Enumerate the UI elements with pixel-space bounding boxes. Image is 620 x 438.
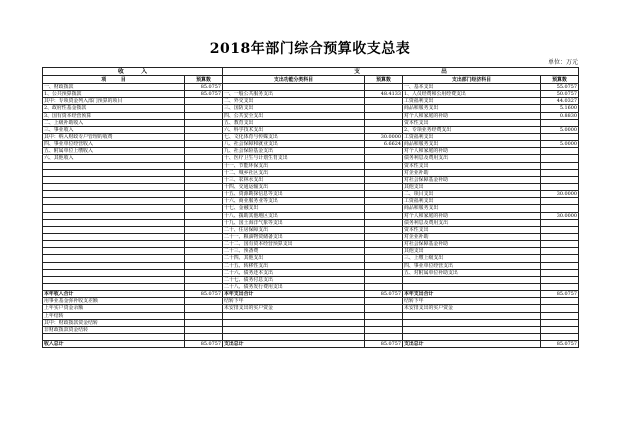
income-item-cell bbox=[43, 169, 185, 176]
econ-subject-cell: 二、项目支出 bbox=[403, 191, 541, 198]
table-row bbox=[43, 105, 579, 112]
income-item-cell: 收入总计 bbox=[43, 341, 185, 348]
func-subject-cell: 十三、农林水支出 bbox=[223, 176, 365, 183]
func-subject-header: 支出功能分类科目 bbox=[223, 76, 365, 84]
func-subject-cell: 十四、交通运输支出 bbox=[223, 183, 365, 190]
table-row bbox=[43, 191, 579, 198]
income-item-cell: 3、国有资本经营预算 bbox=[43, 112, 185, 119]
econ-budget-cell bbox=[541, 248, 579, 255]
econ-budget-cell bbox=[541, 148, 579, 155]
income-item-cell: 其中：纳入财政专户管理的收费 bbox=[43, 133, 185, 140]
econ-budget-cell bbox=[541, 276, 579, 283]
econ-subject-cell: 三、上缴上级支出 bbox=[403, 255, 541, 262]
econ-budget-cell: 5.0000 bbox=[541, 126, 579, 133]
func-budget-cell bbox=[365, 126, 403, 133]
func-budget-cell bbox=[365, 255, 403, 262]
func-budget-cell bbox=[365, 169, 403, 176]
func-subject-cell: 十九、国土海洋气象等支出 bbox=[223, 219, 365, 226]
func-subject-cell: 五、教育支出 bbox=[223, 119, 365, 126]
econ-subject-cell: 债务利息及费用支出 bbox=[403, 155, 541, 162]
econ-budget-cell: 50.0757 bbox=[541, 91, 579, 98]
func-budget-cell bbox=[365, 191, 403, 198]
econ-subject-cell: 资本性支出 bbox=[403, 226, 541, 233]
income-budget-cell bbox=[185, 205, 223, 212]
income-budget-cell bbox=[185, 226, 223, 233]
func-subject-cell bbox=[223, 326, 365, 333]
econ-subject-cell: 结转下年 bbox=[403, 298, 541, 305]
econ-subject-cell: 商品和服务支出 bbox=[403, 141, 541, 148]
income-item-cell bbox=[43, 233, 185, 240]
income-item-cell: 四、事业单位经营收入 bbox=[43, 141, 185, 148]
func-subject-cell: 未安排支出的实户资金 bbox=[223, 305, 365, 312]
func-budget-cell bbox=[365, 205, 403, 212]
income-budget-cell: 85.0757 bbox=[185, 84, 223, 91]
econ-budget-cell bbox=[541, 326, 579, 333]
econ-budget-cell bbox=[541, 298, 579, 305]
table-row bbox=[43, 91, 579, 98]
econ-budget-cell: 5.1600 bbox=[541, 105, 579, 112]
income-budget-cell bbox=[185, 212, 223, 219]
table-row bbox=[43, 112, 579, 119]
table-row bbox=[43, 155, 579, 162]
income-item-cell bbox=[43, 276, 185, 283]
func-budget-cell bbox=[365, 319, 403, 326]
econ-subject-cell: 对社会保障基金补助 bbox=[403, 176, 541, 183]
income-budget-cell bbox=[185, 148, 223, 155]
income-item-cell: 本年收入合计 bbox=[43, 291, 185, 298]
func-budget-cell bbox=[365, 84, 403, 91]
func-budget-cell bbox=[365, 155, 403, 162]
table-row bbox=[43, 305, 579, 312]
econ-subject-cell: 2、专项业务经费支出 bbox=[403, 126, 541, 133]
econ-subject-cell: 其他支出 bbox=[403, 248, 541, 255]
econ-subject-cell: 商品和服务支出 bbox=[403, 205, 541, 212]
econ-subject-cell: 资本性支出 bbox=[403, 119, 541, 126]
income-budget-cell bbox=[185, 119, 223, 126]
budget-summary-table bbox=[42, 67, 579, 348]
econ-subject-cell: 未安排支出的实户资金 bbox=[403, 305, 541, 312]
item-header: 项 目 bbox=[43, 76, 185, 84]
table-row bbox=[43, 205, 579, 212]
income-item-cell: 用事业基金弥补收支差额 bbox=[43, 298, 185, 305]
income-item-cell: 其中：财政拨款资金结转 bbox=[43, 319, 185, 326]
income-item-cell: 1、公共预算拨款 bbox=[43, 91, 185, 98]
income-item-cell: 一、财政拨款 bbox=[43, 84, 185, 91]
table-row bbox=[43, 84, 579, 91]
econ-budget-cell bbox=[541, 198, 579, 205]
func-budget-cell bbox=[365, 269, 403, 276]
table-row bbox=[43, 119, 579, 126]
func-budget-cell bbox=[365, 212, 403, 219]
func-subject-cell bbox=[223, 84, 365, 91]
func-budget-cell bbox=[365, 162, 403, 169]
income-budget-cell bbox=[185, 262, 223, 269]
func-subject-cell: 二十七、债务付息支出 bbox=[223, 276, 365, 283]
income-item-cell bbox=[43, 333, 185, 340]
econ-subject-cell bbox=[403, 319, 541, 326]
income-item-cell: 非财政拨款资金结转 bbox=[43, 326, 185, 333]
table-row bbox=[43, 98, 579, 105]
func-budget-cell: 85.0757 bbox=[365, 291, 403, 298]
econ-subject-cell: 支出总计 bbox=[403, 341, 541, 348]
income-item-cell: 2、政府性基金拨款 bbox=[43, 105, 185, 112]
table-row bbox=[43, 162, 579, 169]
table-row bbox=[43, 133, 579, 140]
income-item-cell: 上年结转 bbox=[43, 312, 185, 319]
table-row bbox=[43, 126, 579, 133]
func-subject-cell bbox=[223, 312, 365, 319]
income-budget-cell bbox=[185, 333, 223, 340]
income-budget-cell bbox=[185, 191, 223, 198]
page-title: 2018年部门综合预算收支总表 bbox=[209, 41, 411, 57]
econ-subject-cell: 1、人员经费和公用经费支出 bbox=[403, 91, 541, 98]
func-subject-cell: 十、医疗卫生与计划生育支出 bbox=[223, 155, 365, 162]
income-item-cell bbox=[43, 219, 185, 226]
func-budget-cell bbox=[365, 219, 403, 226]
func-budget-cell bbox=[365, 248, 403, 255]
income-item-cell bbox=[43, 191, 185, 198]
econ-budget-cell bbox=[541, 183, 579, 190]
income-item-cell: 六、其他收入 bbox=[43, 155, 185, 162]
econ-budget-cell: 44.0327 bbox=[541, 98, 579, 105]
income-item-cell bbox=[43, 205, 185, 212]
func-subject-cell bbox=[223, 333, 365, 340]
func-subject-cell: 二、外交支出 bbox=[223, 98, 365, 105]
econ-budget-cell bbox=[541, 205, 579, 212]
econ-subject-cell: 商品和服务支出 bbox=[403, 105, 541, 112]
income-item-cell: 二、上级补助收入 bbox=[43, 119, 185, 126]
table-row bbox=[43, 241, 579, 248]
func-subject-cell: 结转下年 bbox=[223, 298, 365, 305]
func-budget-cell bbox=[365, 198, 403, 205]
header-row-1 bbox=[43, 68, 579, 76]
income-item-cell bbox=[43, 198, 185, 205]
table-row bbox=[43, 233, 579, 240]
func-subject-cell: 二十八、债务发行费用支出 bbox=[223, 283, 365, 290]
func-budget-cell bbox=[365, 176, 403, 183]
func-subject-cell bbox=[223, 319, 365, 326]
econ-budget-cell bbox=[541, 119, 579, 126]
econ-budget-cell bbox=[541, 262, 579, 269]
table-row bbox=[43, 312, 579, 319]
func-subject-cell: 二十、住房保障支出 bbox=[223, 226, 365, 233]
expense-header: 支 出 bbox=[223, 68, 579, 76]
econ-subject-cell: 一、基本支出 bbox=[403, 84, 541, 91]
table-row bbox=[43, 148, 579, 155]
func-budget-cell: 30.0000 bbox=[365, 133, 403, 140]
income-budget-cell bbox=[185, 176, 223, 183]
econ-subject-cell: 债务利息及费用支出 bbox=[403, 219, 541, 226]
econ-budget-cell bbox=[541, 219, 579, 226]
func-budget-cell: 6.6624 bbox=[365, 141, 403, 148]
func-subject-cell: 二十一、粮油物资储备支出 bbox=[223, 233, 365, 240]
econ-subject-cell: 对个人和家庭的补助 bbox=[403, 112, 541, 119]
econ-budget-cell: 85.0757 bbox=[541, 341, 579, 348]
income-budget-cell bbox=[185, 169, 223, 176]
econ-subject-cell: 对企业补助 bbox=[403, 233, 541, 240]
econ-subject-cell bbox=[403, 283, 541, 290]
func-subject-cell: 一、一般公共服务支出 bbox=[223, 91, 365, 98]
income-item-cell bbox=[43, 176, 185, 183]
econ-subject-cell: 本年支出合计 bbox=[403, 291, 541, 298]
func-budget-cell: 48.4133 bbox=[365, 91, 403, 98]
income-budget-cell bbox=[185, 241, 223, 248]
table-row bbox=[43, 326, 579, 333]
econ-budget-header: 预算数 bbox=[541, 76, 579, 84]
func-budget-cell bbox=[365, 226, 403, 233]
econ-budget-cell bbox=[541, 283, 579, 290]
income-budget-cell bbox=[185, 326, 223, 333]
income-item-cell bbox=[43, 183, 185, 190]
func-budget-header: 预算数 bbox=[365, 76, 403, 84]
econ-budget-cell bbox=[541, 226, 579, 233]
func-budget-cell bbox=[365, 298, 403, 305]
income-header: 收 入 bbox=[43, 68, 223, 76]
table-row bbox=[43, 269, 579, 276]
func-budget-cell bbox=[365, 112, 403, 119]
income-budget-cell bbox=[185, 276, 223, 283]
income-budget-cell bbox=[185, 133, 223, 140]
income-budget-cell bbox=[185, 233, 223, 240]
func-subject-cell: 二十五、转移性支出 bbox=[223, 262, 365, 269]
func-budget-cell bbox=[365, 98, 403, 105]
func-budget-cell: 85.0757 bbox=[365, 341, 403, 348]
func-subject-cell: 八、社会保障和就业支出 bbox=[223, 141, 365, 148]
func-budget-cell bbox=[365, 233, 403, 240]
table-row bbox=[43, 169, 579, 176]
econ-budget-cell bbox=[541, 255, 579, 262]
header-row-2 bbox=[43, 76, 579, 84]
econ-subject-header: 支出部门经济科目 bbox=[403, 76, 541, 84]
econ-subject-cell: 对个人和家庭的补助 bbox=[403, 212, 541, 219]
income-budget-cell bbox=[185, 155, 223, 162]
income-budget-cell: 85.0757 bbox=[185, 291, 223, 298]
table-row bbox=[43, 176, 579, 183]
income-budget-cell bbox=[185, 126, 223, 133]
income-budget-cell bbox=[185, 312, 223, 319]
income-budget-cell bbox=[185, 105, 223, 112]
func-subject-cell: 二十三、预备费 bbox=[223, 248, 365, 255]
table-row bbox=[43, 255, 579, 262]
table-row bbox=[43, 291, 579, 298]
income-budget-cell bbox=[185, 98, 223, 105]
func-subject-cell: 十七、金融支出 bbox=[223, 205, 365, 212]
econ-budget-cell: 5.0000 bbox=[541, 141, 579, 148]
econ-subject-cell: 其他支出 bbox=[403, 183, 541, 190]
income-budget-cell bbox=[185, 319, 223, 326]
income-item-cell bbox=[43, 162, 185, 169]
func-subject-cell: 二十四、其他支出 bbox=[223, 255, 365, 262]
econ-budget-cell bbox=[541, 319, 579, 326]
func-budget-cell bbox=[365, 105, 403, 112]
func-budget-cell bbox=[365, 119, 403, 126]
func-subject-cell: 二十二、国有资本经营预算支出 bbox=[223, 241, 365, 248]
econ-subject-cell bbox=[403, 312, 541, 319]
income-item-cell: 三、事业收入 bbox=[43, 126, 185, 133]
table-row bbox=[43, 319, 579, 326]
econ-budget-cell: 55.0757 bbox=[541, 84, 579, 91]
func-budget-cell bbox=[365, 262, 403, 269]
func-subject-cell: 十八、援助其他地区支出 bbox=[223, 212, 365, 219]
income-budget-cell bbox=[185, 269, 223, 276]
func-subject-cell: 九、社会保险基金支出 bbox=[223, 148, 365, 155]
income-item-cell bbox=[43, 241, 185, 248]
econ-subject-cell: 工资福利支出 bbox=[403, 98, 541, 105]
table-row bbox=[43, 298, 579, 305]
func-budget-cell bbox=[365, 283, 403, 290]
income-budget-cell bbox=[185, 183, 223, 190]
table-row bbox=[43, 333, 579, 340]
econ-subject-cell bbox=[403, 326, 541, 333]
func-subject-cell: 四、公共安全支出 bbox=[223, 112, 365, 119]
income-budget-cell bbox=[185, 198, 223, 205]
econ-subject-cell: 四、事业单位经营支出 bbox=[403, 262, 541, 269]
table-row bbox=[43, 212, 579, 219]
table-row bbox=[43, 276, 579, 283]
income-item-cell bbox=[43, 283, 185, 290]
func-subject-cell: 十一、节能环保支出 bbox=[223, 162, 365, 169]
econ-budget-cell: 30.0000 bbox=[541, 191, 579, 198]
econ-subject-cell bbox=[403, 276, 541, 283]
table-row bbox=[43, 198, 579, 205]
func-subject-cell: 十六、商业服务业等支出 bbox=[223, 198, 365, 205]
econ-budget-cell: 85.0757 bbox=[541, 291, 579, 298]
econ-budget-cell: 0.8830 bbox=[541, 112, 579, 119]
income-budget-cell bbox=[185, 162, 223, 169]
econ-subject-cell bbox=[403, 333, 541, 340]
income-budget-cell bbox=[185, 248, 223, 255]
income-item-cell: 上年实户资金余额 bbox=[43, 305, 185, 312]
econ-subject-cell: 对个人和家庭的补助 bbox=[403, 148, 541, 155]
econ-subject-cell: 对社会保障基金补助 bbox=[403, 241, 541, 248]
table-row bbox=[43, 283, 579, 290]
income-item-cell: 其中：专项资金列入部门预算的项目 bbox=[43, 98, 185, 105]
income-item-cell bbox=[43, 212, 185, 219]
income-budget-cell bbox=[185, 141, 223, 148]
income-budget-cell: 85.0757 bbox=[185, 341, 223, 348]
econ-budget-cell bbox=[541, 312, 579, 319]
econ-budget-cell bbox=[541, 176, 579, 183]
table-row bbox=[43, 226, 579, 233]
income-budget-cell bbox=[185, 298, 223, 305]
func-subject-cell: 本年支出合计 bbox=[223, 291, 365, 298]
func-subject-cell: 七、文化体育与传媒支出 bbox=[223, 133, 365, 140]
econ-subject-cell: 五、对附属单位补助支出 bbox=[403, 269, 541, 276]
func-subject-cell: 十五、资源勘探信息等支出 bbox=[223, 191, 365, 198]
income-budget-cell bbox=[185, 219, 223, 226]
econ-budget-cell bbox=[541, 333, 579, 340]
econ-budget-cell bbox=[541, 155, 579, 162]
econ-budget-cell bbox=[541, 269, 579, 276]
table-row bbox=[43, 248, 579, 255]
income-budget-cell: 85.0757 bbox=[185, 91, 223, 98]
income-budget-cell bbox=[185, 255, 223, 262]
func-budget-cell bbox=[365, 333, 403, 340]
func-budget-cell bbox=[365, 183, 403, 190]
econ-budget-cell bbox=[541, 133, 579, 140]
income-item-cell bbox=[43, 262, 185, 269]
econ-budget-cell bbox=[541, 233, 579, 240]
econ-budget-cell bbox=[541, 162, 579, 169]
func-subject-cell: 二十六、债务还本支出 bbox=[223, 269, 365, 276]
income-item-cell bbox=[43, 226, 185, 233]
income-budget-cell bbox=[185, 283, 223, 290]
table-row bbox=[43, 262, 579, 269]
func-budget-cell bbox=[365, 312, 403, 319]
unit-label: 单位：万元 bbox=[547, 59, 578, 66]
econ-budget-cell: 30.0000 bbox=[541, 212, 579, 219]
func-subject-cell: 六、科学技术支出 bbox=[223, 126, 365, 133]
table-row bbox=[43, 141, 579, 148]
econ-budget-cell bbox=[541, 241, 579, 248]
income-budget-cell bbox=[185, 305, 223, 312]
table-row bbox=[43, 341, 579, 348]
income-budget-cell bbox=[185, 112, 223, 119]
econ-budget-cell bbox=[541, 305, 579, 312]
func-subject-cell: 三、国防支出 bbox=[223, 105, 365, 112]
func-budget-cell bbox=[365, 326, 403, 333]
income-item-cell: 五、附属单位上缴收入 bbox=[43, 148, 185, 155]
func-budget-cell bbox=[365, 148, 403, 155]
econ-subject-cell: 资本性支出 bbox=[403, 162, 541, 169]
income-item-cell bbox=[43, 255, 185, 262]
func-budget-cell bbox=[365, 276, 403, 283]
table-row bbox=[43, 219, 579, 226]
econ-budget-cell bbox=[541, 169, 579, 176]
func-budget-cell bbox=[365, 305, 403, 312]
func-subject-cell: 支出总计 bbox=[223, 341, 365, 348]
income-item-cell bbox=[43, 269, 185, 276]
income-item-cell bbox=[43, 248, 185, 255]
income-budget-header: 预算数 bbox=[185, 76, 223, 84]
econ-subject-cell: 工资福利支出 bbox=[403, 133, 541, 140]
func-budget-cell bbox=[365, 241, 403, 248]
func-subject-cell: 十二、城乡社区支出 bbox=[223, 169, 365, 176]
econ-subject-cell: 对企业补助 bbox=[403, 169, 541, 176]
econ-subject-cell: 工资福利支出 bbox=[403, 198, 541, 205]
table-row bbox=[43, 183, 579, 190]
